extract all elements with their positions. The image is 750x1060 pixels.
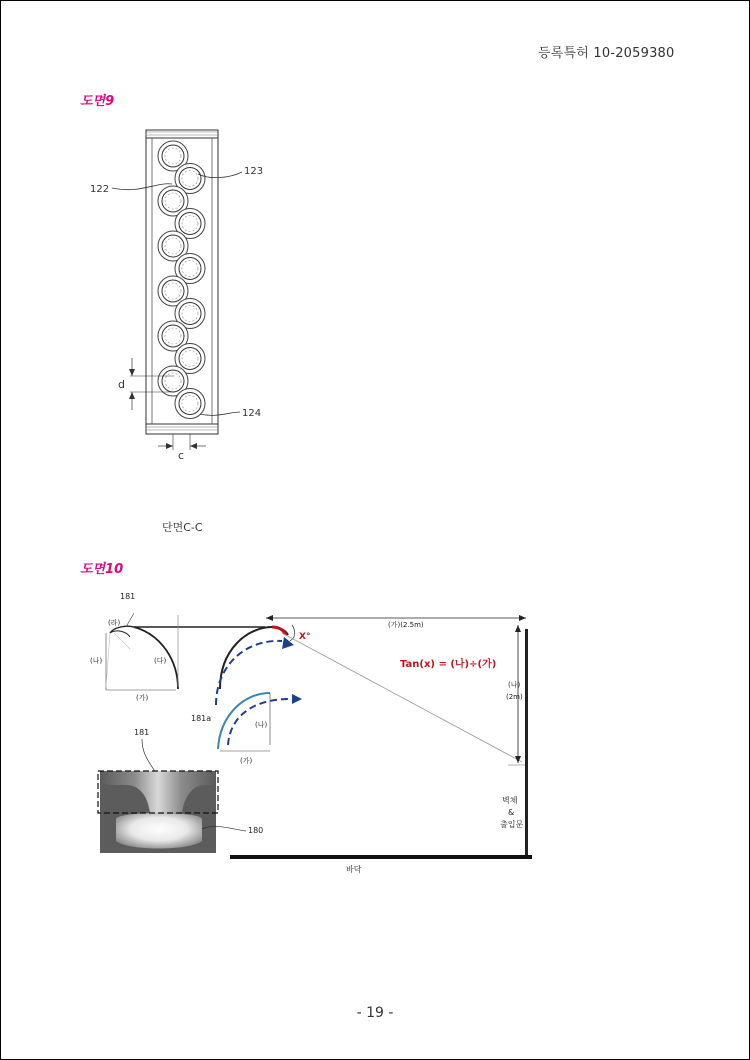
angle-x-label: X° xyxy=(299,632,311,642)
floor-label: 바닥 xyxy=(346,865,362,874)
label-ra: (라) xyxy=(108,619,121,627)
nozzle-arc-middle xyxy=(220,627,288,689)
diagonal-line xyxy=(282,633,522,762)
device-photo-bulb xyxy=(116,813,202,849)
figure-9-drawing xyxy=(70,118,310,538)
label-2m: (2m) xyxy=(506,693,523,701)
leader-122 xyxy=(112,184,172,190)
figure-10-title: 도면10 xyxy=(80,562,124,577)
wall-label-line3: 출입문 xyxy=(500,820,524,829)
leader-124 xyxy=(200,412,240,415)
tan-formula: Tan(x) = (나)÷(가) xyxy=(400,659,497,670)
dimension-c: c xyxy=(178,449,185,462)
wall-label-line2: & xyxy=(508,808,515,817)
housing-bottom-cap xyxy=(146,424,218,434)
label-180: 180 xyxy=(248,826,264,835)
nozzle-circles xyxy=(158,141,205,419)
label-na-181a: (나) xyxy=(255,721,268,729)
label-123: 123 xyxy=(244,166,264,177)
dimension-d: d xyxy=(118,378,125,391)
wall xyxy=(525,629,528,858)
figure-9-title: 도면9 xyxy=(80,94,115,109)
label-124: 124 xyxy=(242,408,262,419)
airflow-dashed-middle xyxy=(216,641,282,705)
label-na-left: (나) xyxy=(90,657,103,665)
label-181-top: 181 xyxy=(120,592,136,601)
label-122: 122 xyxy=(90,184,110,195)
wall-label-line1: 벽체 xyxy=(502,796,518,805)
nozzle-top-profile xyxy=(110,626,178,633)
label-ga-left: (가) xyxy=(136,694,149,702)
label-ga-181a: (가) xyxy=(240,757,253,765)
label-da: (다) xyxy=(154,657,167,665)
floor xyxy=(230,855,532,859)
housing-top-cap xyxy=(146,130,218,138)
figure-9-caption: 단면C-C xyxy=(162,521,203,534)
figure-10-drawing xyxy=(70,585,540,885)
label-181a: 181a xyxy=(191,714,212,723)
label-na-right: (나) xyxy=(508,681,521,689)
distance-label: (가)(2.5m) xyxy=(388,621,424,629)
label-181-mid: 181 xyxy=(134,728,150,737)
patent-number: 등록특허 10-2059380 xyxy=(538,46,675,61)
airflow-arrow-181a xyxy=(292,694,302,704)
page-number: - 19 - xyxy=(356,1005,394,1021)
